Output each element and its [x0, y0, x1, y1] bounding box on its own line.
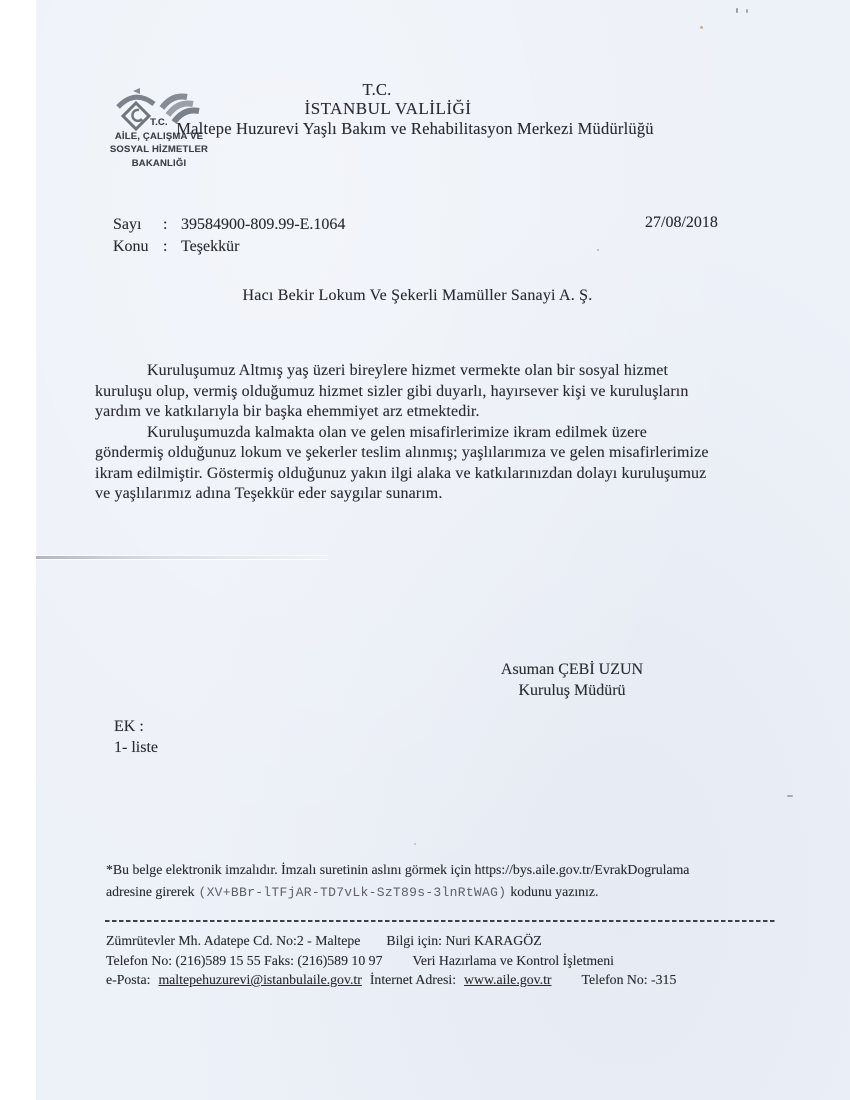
- signature-block: [452, 659, 692, 701]
- footer-email-label: e-Posta:: [106, 972, 151, 987]
- letter-meta: [113, 214, 345, 258]
- footer-contact-block: [106, 931, 806, 990]
- body-line: kuruluşu olup, vermiş olduğumuz hizmet sizler gibi duyarlı, hayırsever kişi ve kuruluşların: [95, 382, 689, 400]
- body-line: Kuruluşumuz Altmış yaş üzeri bireylere hizmet vermekte olan bir sosyal hizmet: [147, 362, 669, 379]
- sayi-colon: :: [163, 216, 168, 233]
- footnote-line2-pre: adresine girerek: [106, 884, 195, 899]
- footnote-line2: [106, 881, 806, 904]
- footer-line3: [106, 970, 806, 990]
- scan-speck: [700, 26, 703, 29]
- attachment-block: [114, 716, 158, 758]
- e-signature-footnote: [106, 859, 806, 904]
- body-line: göndermiş olduğunuz lokum ve şekerler teslim alınmış; yaşlılarımıza ve gelen misafirlerimize: [95, 444, 709, 461]
- konu-label: Konu: [113, 238, 149, 255]
- footer-internet-label: İnternet Adresi:: [369, 972, 457, 987]
- scan-speck: [787, 795, 793, 797]
- signatory-name: Asuman ÇEBİ UZUN: [500, 661, 644, 678]
- scan-speck: [597, 249, 599, 251]
- footnote-line1: *Bu belge elektronik imzalıdır. İmzalı suretinin aslını görmek için https://bys.aile.gov.tr/EvrakDogrulama: [106, 862, 690, 877]
- recipient-line: Hacı Bekir Lokum Ve Şekerli Mamüller Sanayi A. Ş.: [242, 287, 593, 304]
- body-line: Kuruluşumuzda kalmakta olan ve gelen misafirlerimize ikram edilmek üzere: [147, 423, 648, 441]
- letter-date: 27/08/2018: [645, 214, 718, 231]
- signatory-title: Kuruluş Müdürü: [518, 682, 626, 699]
- footer-unit: Veri Hazırlama ve Kontrol İşletmeni: [412, 952, 615, 968]
- attachment-label: EK :: [114, 718, 144, 735]
- scan-speck: [746, 9, 748, 13]
- footer-line1: [106, 931, 806, 951]
- footnote-line2-post: kodunu yazınız.: [510, 884, 599, 899]
- sayi-row: [113, 214, 345, 236]
- header-tc: T.C.: [362, 80, 392, 99]
- verification-code: (XV+BBr-lTFjAR-TD7vLk-SzT89s-3lnRtWAG): [198, 885, 507, 900]
- ministry-title-line: T.C.: [150, 117, 168, 128]
- scan-speck: [414, 843, 416, 845]
- footer-email-link: maltepehuzurevi@istanbulaile.gov.tr: [158, 972, 362, 987]
- ministry-title-line: BAKANLIĞI: [131, 157, 187, 169]
- body-line: ve yaşlılarımız adına Teşekkür eder saygılar sunarım.: [95, 485, 443, 502]
- ministry-title-line: SOSYAL HİZMETLER: [109, 144, 209, 155]
- footer-phone-fax: Telefon No: (216)589 15 55 Faks: (216)589 10 97: [106, 952, 383, 968]
- footer-line2: [106, 951, 806, 971]
- konu-colon: :: [163, 238, 168, 255]
- letter-body: [95, 361, 787, 505]
- ministry-title-line: AİLE, ÇALIŞMA VE: [114, 130, 204, 142]
- footer-internet-link: www.aile.gov.tr: [464, 972, 552, 987]
- scan-crease-artifact: [36, 556, 328, 559]
- footer-contact-person: Bilgi için: Nuri KARAGÖZ: [386, 933, 542, 948]
- header-department: Maltepe Huzurevi Yaşlı Bakım ve Rehabilitasyon Merkezi Müdürlüğü: [176, 119, 654, 138]
- konu-value: Teşekkür: [181, 238, 240, 255]
- header-office: İSTANBUL VALİLİĞİ: [304, 99, 472, 118]
- sayi-value: 39584900-809.99-E.1064: [181, 216, 346, 233]
- footer-address: Zümrütevler Mh. Adatepe Cd. No:2 - Maltepe: [106, 933, 361, 948]
- sayi-label: Sayı: [113, 216, 142, 233]
- konu-row: [113, 236, 345, 258]
- body-line: yardım ve katkılarıyla bir başka ehemmiyet arz etmektedir.: [95, 403, 480, 420]
- body-line: ikram edilmiştir. Göstermiş olduğunuz yakın ilgi alaka ve katkılarınızdan dolayı kuruluşumuz: [95, 464, 707, 482]
- footer-phone: Telefon No: -315: [581, 972, 677, 987]
- dashed-separator: [105, 920, 777, 922]
- scan-speck: [736, 8, 738, 13]
- attachment-item: 1- liste: [114, 739, 158, 756]
